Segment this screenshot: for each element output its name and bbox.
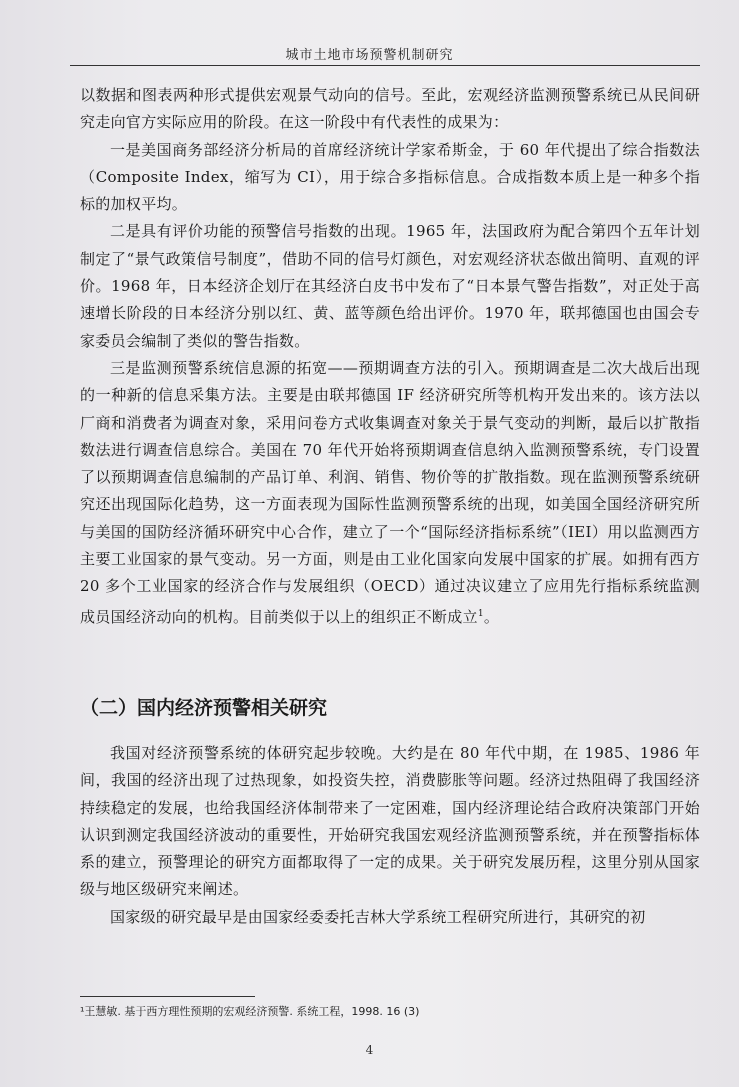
paragraph-warning-signal: 二是具有评价功能的预警信号指数的出现。1965 年，法国政府为配合第四个五年计划制定了“景气政策信号制度”，借助不同的信号灯颜色，对宏观经济状态做出简明、直观的评价。1968 年，日本经济企划厅在其经济白皮书中发布了“日本景气警告指数”，对正处于高速增长阶段的日本经济分别以红、黄、蓝等颜色给出评价。1970 年，联邦德国也由国会专家委员会编制了类似的警告指数。 <box>80 222 700 350</box>
footnote-mark: 1 <box>477 608 484 619</box>
footnote-rule <box>80 996 255 997</box>
page-number: 4 <box>365 1043 374 1057</box>
paragraph-continuation: 以数据和图表两种形式提供宏观景气动向的信号。至此，宏观经济监测预警系统已从民间研究走向官方实际应用的阶段。在这一阶段中有代表性的成果为： <box>80 86 700 132</box>
body-text-section-1 <box>80 82 700 631</box>
paragraph-composite-index: 一是美国商务部经济分析局的首席经济统计学家希斯金，于 60 年代提出了综合指数法（Composite Index，缩写为 CI），用于综合多指标信息。合成指数本质上是一种多个指标的加权平均。 <box>80 140 700 214</box>
header-rule <box>70 65 700 66</box>
section-heading: （二）国内经济预警相关研究 <box>80 697 328 719</box>
paragraph-national-research: 国家级的研究最早是由国家经委委托吉林大学系统工程研究所进行，其研究的初 <box>110 907 646 926</box>
paragraph-domestic-research: 我国对经济预警系统的体研究起步较晚。大约是在 80 年代中期，在 1985、1986 年间，我国的经济出现了过热现象，如投资失控，消费膨胀等问题。经济过热阻碍了我国经济持续稳定的发展，也给我国经济体制带来了一定困难，国内经济理论结合政府决策部门开始认识到测定我国经济波动的重要性，开始研究我国宏观经济监测预警系统，并在预警指标体系的建立，预警理论的研究方面都取得了一定的成果。关于研究发展历程，这里分别从国家级与地区级研究来阐述。 <box>80 744 700 899</box>
running-header: 城市土地市场预警机制研究 <box>285 48 454 63</box>
body-text-section-2 <box>80 740 700 931</box>
paragraph-expectation-survey: 三是监测预警系统信息源的拓宽——预期调查方法的引入。预期调查是二次大战后出现的一种新的信息采集方法。主要是由联邦德国 IF 经济研究所等机构开发出来的。该方法以厂商和消费者为调查对象，采用问卷方式收集调查对象关于景气变动的判断，最后以扩散指数法进行调查信息综合。美国在 70 年代开始将预期调查信息纳入监测预警系统，专门设置了以预期调查信息编制的产品订单、利润、销售、物价等的扩散指数。现在监测预警系统研究还出现国际化趋势，这一方面表现为国际性监测预警系统的出现，如美国全国经济研究所与美国的国防经济循环研究中心合作，建立了一个“国际经济指标系统”（IEI）用以监测西方主要工业国家的景气变动。另一方面，则是由工业化国家向发展中国家的扩展。如拥有西方 20 多个工业国家的经济合作与发展组织（OECD）通过决议建立了应用先行指标系统监测成员国经济动向的机构。目前类似于以上的组织正不断成立$^1$。 <box>80 358 700 626</box>
footnote: ¹王慧敏. 基于西方理性预期的宏观经济预警. 系统工程，1998. 16 (3) <box>80 1005 420 1018</box>
paragraph-expectation-survey-text: 三是监测预警系统信息源的拓宽——预期调查方法的引入。预期调查是二次大战后出现的一种新的信息采集方法。主要是由联邦德国 IF 经济研究所等机构开发出来的。该方法以厂商和消费者为调查对象，采用问卷方式收集调查对象关于景气变动的判断，最后以扩散指数法进行调查信息综合。美国在 70 年代开始将预期调查信息纳入监测预警系统，专门设置了以预期调查信息编制的产品订单、利润、销售、物价等的扩散指数。现在监测预警系统研究还出现国际化趋势，这一方面表现为国际性监测预警系统的出现，如美国全国经济研究所与美国的国防经济循环研究中心合作，建立了一个“国际经济指标系统”（IEI）用以监测西方主要工业国家的景气变动。另一方面，则是由工业化国家向发展中国家的扩展。如拥有西方 20 多个工业国家的经济合作与发展组织（OECD）通过决议建立了应用先行指标系统监测成员国经济动向的机构。目前类似于以上的组织正不断成立 <box>80 358 700 626</box>
